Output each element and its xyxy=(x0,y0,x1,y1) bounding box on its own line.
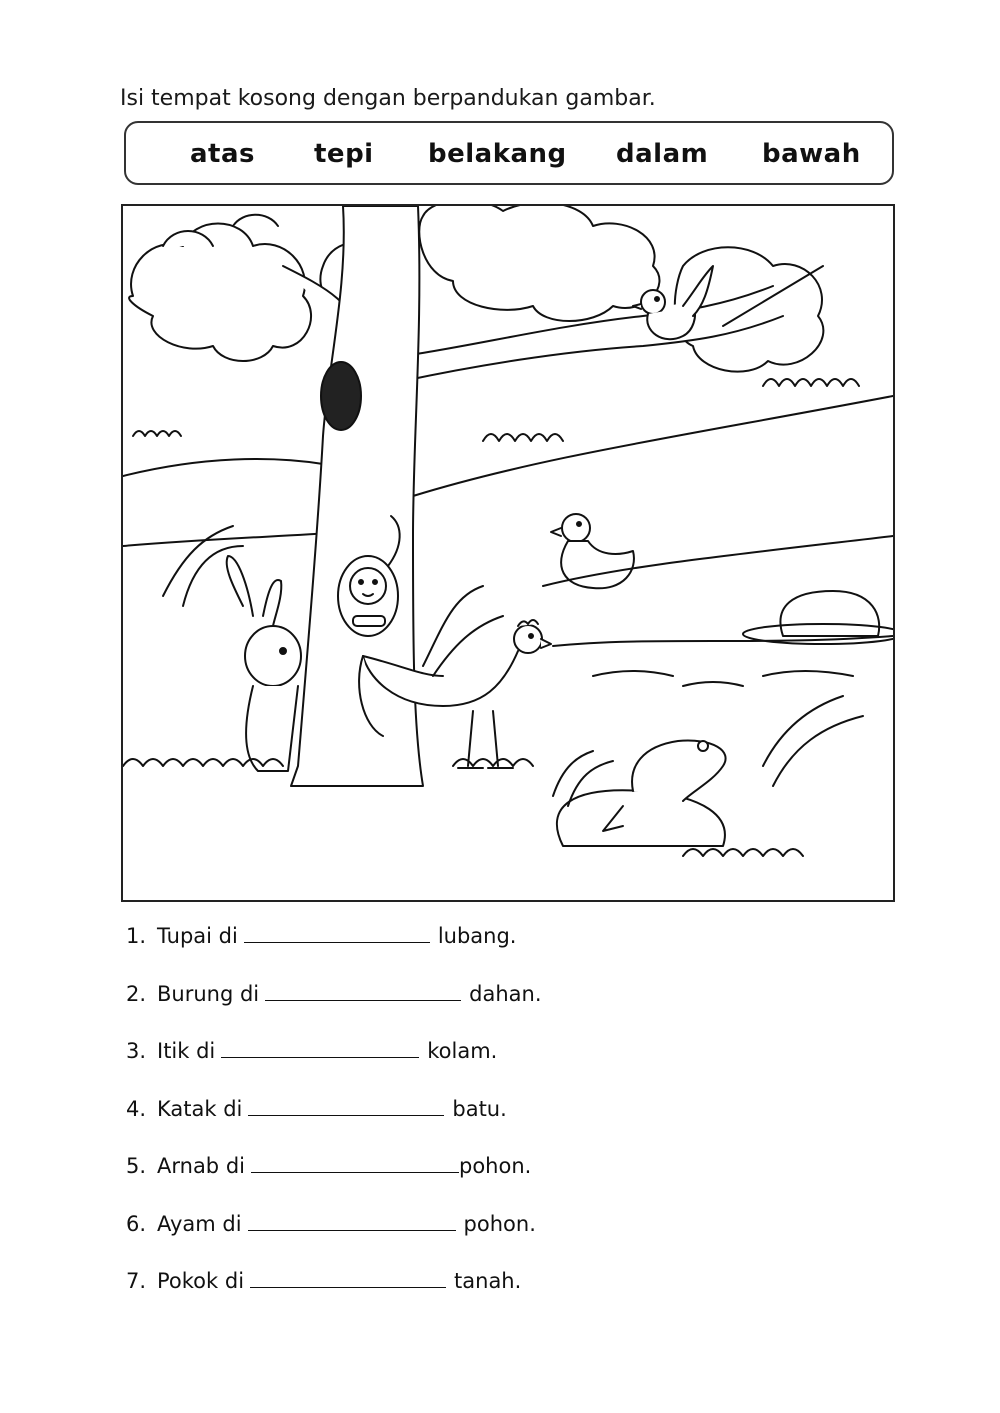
question-item xyxy=(126,1212,542,1270)
rabbit-illustration xyxy=(227,556,301,771)
question-item xyxy=(126,1039,542,1097)
question-number: 7. xyxy=(126,1269,147,1293)
answer-blank[interactable] xyxy=(248,1097,444,1116)
answer-blank[interactable] xyxy=(244,924,430,943)
duck-illustration xyxy=(551,514,634,588)
word-bank-item: belakang xyxy=(428,139,567,169)
question-text-before: Itik di xyxy=(157,1039,216,1063)
question-item xyxy=(126,924,542,982)
question-text-before: Arnab di xyxy=(157,1154,245,1178)
question-text-before: Ayam di xyxy=(157,1211,242,1236)
tree-foliage-illustration xyxy=(129,206,823,372)
question-text-after: batu. xyxy=(452,1096,507,1121)
question-list xyxy=(126,924,542,1327)
word-bank-item: bawah xyxy=(762,139,861,169)
question-text-after: lubang. xyxy=(437,924,517,948)
question-text-before: Burung di xyxy=(157,981,260,1006)
word-bank-item: dalam xyxy=(616,139,709,169)
question-text-after: tanah. xyxy=(454,1269,522,1293)
question-text-after: pohon. xyxy=(458,1154,532,1178)
question-number: 2. xyxy=(126,981,147,1006)
question-item xyxy=(126,982,542,1040)
answer-blank[interactable] xyxy=(250,1269,446,1288)
word-bank-item: atas xyxy=(190,139,255,169)
question-number: 1. xyxy=(126,924,147,948)
question-number: 5. xyxy=(126,1154,147,1178)
question-text-before: Pokok di xyxy=(157,1269,245,1293)
answer-blank[interactable] xyxy=(248,1212,456,1231)
question-text-after: kolam. xyxy=(427,1039,498,1063)
scene-illustration xyxy=(121,204,895,902)
question-text-before: Tupai di xyxy=(157,924,238,948)
question-item xyxy=(126,1269,542,1327)
question-number: 3. xyxy=(126,1039,147,1063)
hills-illustration xyxy=(123,379,893,546)
question-item xyxy=(126,1154,542,1212)
answer-blank[interactable] xyxy=(221,1039,419,1058)
answer-blank[interactable] xyxy=(265,982,461,1001)
question-number: 4. xyxy=(126,1096,147,1121)
instruction-text: Isi tempat kosong dengan berpandukan gambar. xyxy=(120,86,656,111)
word-bank-item: tepi xyxy=(314,139,374,169)
question-number: 6. xyxy=(126,1211,147,1236)
question-text-after: pohon. xyxy=(463,1211,536,1236)
question-item xyxy=(126,1097,542,1155)
question-text-before: Katak di xyxy=(157,1096,243,1121)
question-text-after: dahan. xyxy=(469,981,542,1006)
word-bank-box xyxy=(124,121,894,185)
answer-blank[interactable] xyxy=(251,1154,459,1173)
